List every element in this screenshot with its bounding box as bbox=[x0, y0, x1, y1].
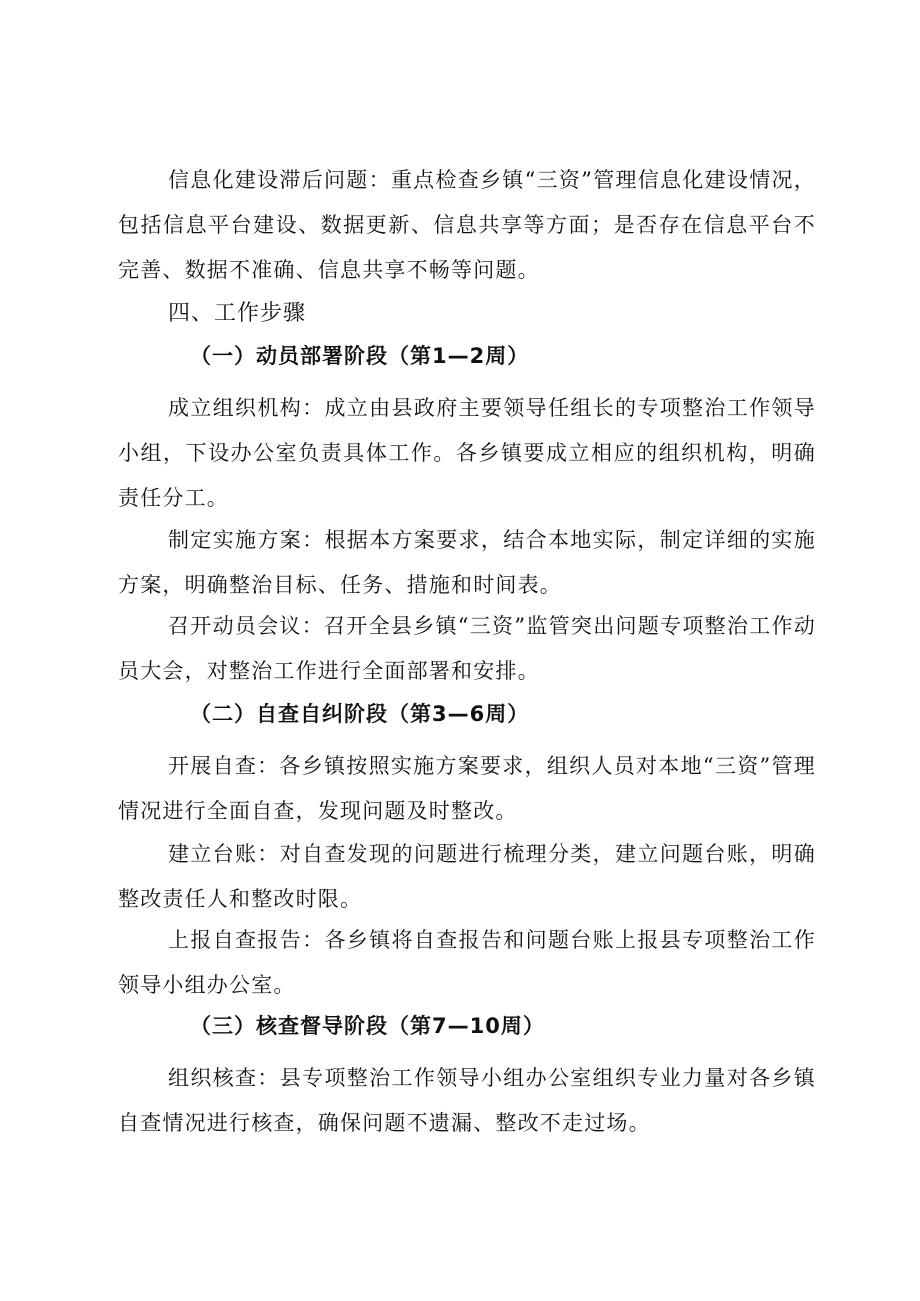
stage2-paragraph-report: 上报自查报告：各乡镇将自查报告和问题台账上报县专项整治工作领导小组办公室。 bbox=[118, 928, 816, 997]
stage2-paragraph-ledger: 建立台账：对自查发现的问题进行梳理分类，建立问题台账，明确整改责任人和整改时限。 bbox=[118, 842, 816, 911]
stage3-title: （三）核查督导阶段（第7—10周） bbox=[190, 1014, 545, 1038]
stage1-paragraph-organize: 成立组织机构：成立由县政府主要领导任组长的专项整治工作领导小组，下设办公室负责具体工作。各乡镇要成立相应的组织机构，明确责任分工。 bbox=[118, 396, 816, 510]
stage1-paragraph-meeting: 召开动员会议：召开全县乡镇“三资”监管突出问题专项整治工作动员大会，对整治工作进行全面部署和安排。 bbox=[118, 614, 816, 683]
stage3-paragraph-verify: 组织核查：县专项整治工作领导小组办公室组织专业力量对各乡镇自查情况进行核查，确保问题不遗漏、整改不走过场。 bbox=[118, 1066, 816, 1135]
paragraph-info-lag: 信息化建设滞后问题：重点检查乡镇“三资”管理信息化建设情况，包括信息平台建设、数据更新、信息共享等方面；是否存在信息平台不完善、数据不准确、信息共享不畅等问题。 bbox=[118, 168, 816, 282]
stage1-title: （一）动员部署阶段（第1—2周） bbox=[190, 344, 530, 368]
stage2-paragraph-selfcheck: 开展自查：各乡镇按照实施方案要求，组织人员对本地“三资”管理情况进行全面自查，发现问题及时整改。 bbox=[118, 754, 816, 823]
stage2-title: （二）自查自纠阶段（第3—6周） bbox=[190, 702, 530, 726]
section-four-title: 四、工作步骤 bbox=[168, 301, 307, 326]
stage1-paragraph-plan: 制定实施方案：根据本方案要求，结合本地实际，制定详细的实施方案，明确整治目标、任务、措施和时间表。 bbox=[118, 528, 816, 597]
